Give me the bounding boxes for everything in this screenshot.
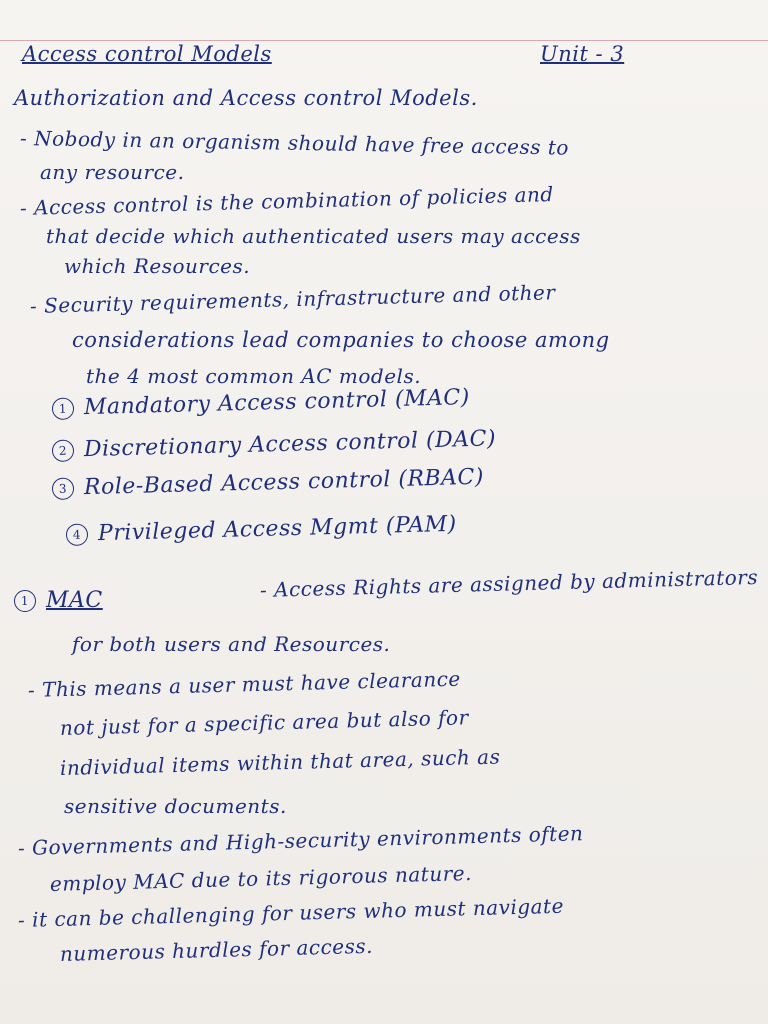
model-item-1: [52, 387, 470, 420]
text-line-7: considerations lead companies to choose among: [72, 328, 610, 352]
mac-line-1: - Access Rights are assigned by administrators: [259, 564, 759, 602]
page-top-rule: [0, 40, 768, 41]
model-label: Mandatory Access control (MAC): [83, 385, 471, 421]
unit-label: Unit - 3: [540, 42, 625, 66]
model-label: Discretionary Access control (DAC): [83, 426, 497, 463]
model-item-4: [66, 511, 458, 547]
number-circle-icon: 1: [14, 590, 36, 612]
text-line-3: - Access control is the combination of policies and: [19, 182, 554, 220]
number-circle-icon: 2: [52, 439, 75, 462]
mac-line-10: numerous hurdles for access.: [59, 933, 374, 966]
number-circle-icon: 3: [52, 477, 75, 500]
mac-line-3: - This means a user must have clearance: [27, 666, 461, 702]
mac-line-5: individual items within that area, such as: [59, 744, 501, 780]
mac-line-2: for both users and Resources.: [72, 632, 391, 656]
mac-line-6: sensitive documents.: [64, 794, 287, 818]
text-line-6: - Security requirements, infrastructure and other: [29, 280, 556, 318]
mac-line-9: - it can be challenging for users who must navigate: [17, 893, 565, 932]
mac-line-8: employ MAC due to its rigorous nature.: [49, 860, 473, 896]
page-title: Access control Models: [22, 42, 272, 66]
mac-line-4: not just for a specific area but also for: [59, 705, 469, 740]
text-line-2: any resource.: [40, 160, 185, 184]
model-label: Privileged Access Mgmt (PAM): [97, 511, 458, 547]
mac-heading-label: MAC: [46, 588, 103, 613]
text-line-1: - Nobody in an organism should have free access to: [19, 126, 570, 160]
text-line-8: the 4 most common AC models.: [86, 364, 422, 388]
section-heading: Authorization and Access control Models.: [14, 86, 478, 110]
mac-line-7: - Governments and High-security environments often: [17, 821, 584, 860]
model-label: Role-Based Access control (RBAC): [83, 464, 485, 501]
model-item-3: [52, 464, 485, 501]
model-item-2: [52, 428, 497, 462]
text-line-5: which Resources.: [64, 254, 251, 278]
number-circle-icon: 4: [66, 523, 89, 546]
mac-heading: [14, 590, 103, 612]
number-circle-icon: 1: [52, 397, 75, 420]
text-line-4: that decide which authenticated users may access: [46, 224, 581, 248]
